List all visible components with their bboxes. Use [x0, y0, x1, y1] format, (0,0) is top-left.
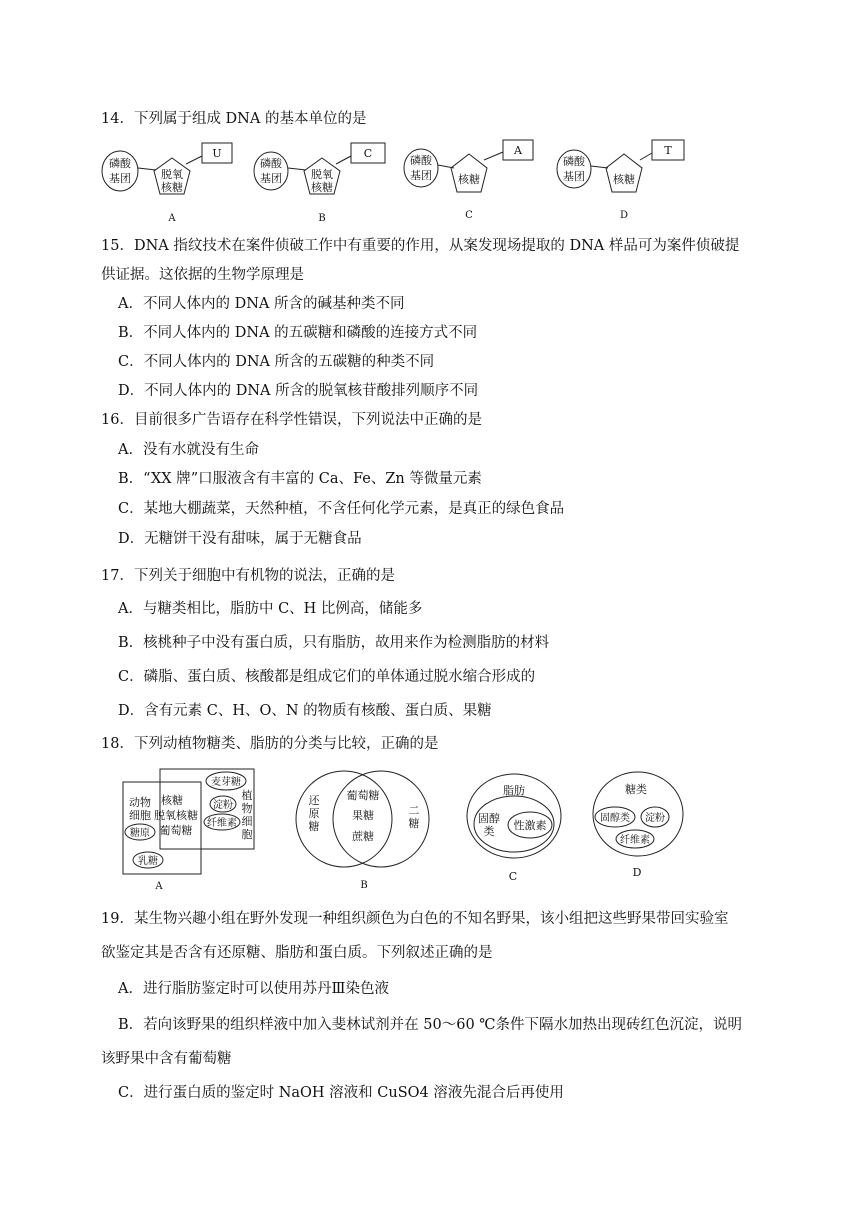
q19-stem-line1: 19．某生物兴趣小组在野外发现一种组织颜色为白色的不知名野果，该小组把这些野果带回实验室 [101, 911, 729, 927]
q19-stem-line2: 欲鉴定其是否含有还原糖、脂肪和蛋白质。下列叙述正确的是 [101, 945, 493, 961]
q15-option-c: C．不同人体内的 DNA 所含的五碳糖的种类不同 [118, 354, 435, 370]
svg-text:还: 还 [308, 794, 320, 807]
svg-text:纤维素: 纤维素 [207, 818, 237, 829]
svg-text:脱氧: 脱氧 [161, 168, 183, 181]
svg-text:C: C [363, 147, 373, 160]
q15-stem-line2: 供证据。这依据的生物学原理是 [101, 267, 304, 283]
nucleotide-option-b [254, 143, 385, 224]
q18-classification-diagrams [118, 762, 758, 892]
svg-text:核糖: 核糖 [161, 794, 183, 807]
svg-text:脂肪: 脂肪 [503, 784, 525, 797]
svg-text:C: C [508, 870, 518, 883]
q15-stem-line1: 15．DNA 指纹技术在案件侦破工作中有重要的作用，从案发现场提取的 DNA 样品可为案件侦破提 [101, 238, 740, 254]
svg-text:B: B [318, 213, 326, 224]
q16-stem: 16．目前很多广告语存在科学性错误，下列说法中正确的是 [101, 412, 482, 428]
svg-text:基团: 基团 [563, 170, 585, 183]
svg-text:淀粉: 淀粉 [213, 800, 233, 811]
q15-option-d: D．不同人体内的 DNA 所含的脱氧核苷酸排列顺序不同 [118, 383, 479, 399]
q18-stem: 18．下列动植物糖类、脂肪的分类与比较，正确的是 [101, 736, 439, 752]
phosphate-label-l1: 磷酸 [109, 157, 131, 170]
svg-text:葡萄糖: 葡萄糖 [346, 789, 380, 802]
q15-option-b: B．不同人体内的 DNA 的五碳糖和磷酸的连接方式不同 [118, 325, 478, 341]
q16-option-c: C．某地大棚蔬菜，天然种植，不含任何化学元素，是真正的绿色食品 [118, 501, 565, 517]
diagram-c [467, 774, 561, 883]
svg-text:类: 类 [483, 825, 495, 838]
svg-text:细胞: 细胞 [129, 809, 151, 822]
svg-text:糖: 糖 [308, 820, 320, 833]
svg-text:二: 二 [408, 804, 420, 817]
svg-text:纤维素: 纤维素 [620, 835, 650, 846]
nucleotide-option-d [557, 140, 684, 221]
diagram-a [123, 769, 254, 892]
svg-text:D: D [619, 210, 629, 221]
svg-text:固醇类: 固醇类 [600, 813, 630, 824]
svg-text:糖类: 糖类 [625, 783, 647, 796]
svg-text:细: 细 [241, 815, 253, 828]
svg-text:核糖: 核糖 [458, 173, 480, 186]
svg-text:果糖: 果糖 [352, 809, 374, 822]
q16-option-a: A．没有水就没有生命 [118, 442, 259, 458]
q16-option-d: D．无糖饼干没有甜味，属于无糖食品 [118, 531, 362, 547]
svg-text:U: U [212, 147, 222, 160]
diagram-d [593, 772, 683, 879]
svg-text:植: 植 [241, 789, 253, 802]
q17-option-d: D．含有元素 C、H、O、N 的物质有核酸、蛋白质、果糖 [118, 703, 492, 719]
svg-text:基团: 基团 [260, 172, 282, 185]
svg-text:物: 物 [241, 802, 253, 815]
svg-text:固醇: 固醇 [478, 812, 500, 825]
q15-option-a: A．不同人体内的 DNA 所含的碱基种类不同 [118, 296, 405, 312]
q17-stem: 17．下列关于细胞中有机物的说法，正确的是 [101, 568, 395, 584]
svg-text:麦芽糖: 麦芽糖 [211, 777, 241, 788]
svg-text:核糖: 核糖 [161, 181, 183, 194]
svg-text:蔗糖: 蔗糖 [352, 830, 374, 843]
svg-text:磷酸: 磷酸 [410, 154, 432, 167]
q19-option-a: A．进行脂肪鉴定时可以使用苏丹Ⅲ染色液 [118, 981, 389, 997]
option-label: A [168, 213, 176, 224]
svg-text:性激素: 性激素 [513, 819, 547, 832]
svg-text:胞: 胞 [241, 828, 253, 841]
svg-text:磷酸: 磷酸 [563, 155, 585, 168]
svg-text:淀粉: 淀粉 [645, 813, 665, 824]
svg-text:乳糖: 乳糖 [138, 856, 158, 867]
glycogen-label: 糖原 [130, 828, 150, 839]
phosphate-label-l2: 基团 [109, 172, 131, 185]
q19-option-b-line1: B．若向该野果的组织样液中加入斐林试剂并在 50～60 ℃条件下隔水加热出现砖红色沉淀，说明 [118, 1017, 742, 1033]
q17-option-b: B．核桃种子中没有蛋白质，只有脂肪，故用来作为检测脂肪的材料 [118, 635, 550, 651]
nucleotide-option-c [404, 140, 533, 221]
nucleotide-option-a [102, 143, 232, 224]
q14-nucleotide-diagrams [96, 138, 716, 230]
svg-text:D: D [632, 866, 642, 879]
svg-text:核糖: 核糖 [613, 173, 635, 186]
svg-text:基团: 基团 [410, 169, 432, 182]
svg-text:B: B [360, 880, 368, 891]
svg-text:脱氧核糖: 脱氧核糖 [154, 809, 198, 822]
svg-text:A: A [155, 881, 163, 892]
svg-text:磷酸: 磷酸 [260, 157, 282, 170]
q16-option-b: B．“XX 牌”口服液含有丰富的 Ca、Fe、Zn 等微量元素 [118, 471, 482, 487]
svg-text:T: T [664, 144, 672, 157]
svg-text:糖: 糖 [408, 817, 420, 830]
q19-option-c: C．进行蛋白质的鉴定时 NaOH 溶液和 CuSO4 溶液先混合后再使用 [118, 1085, 564, 1101]
svg-text:A: A [514, 144, 522, 157]
diagram-b [296, 771, 429, 891]
svg-text:动物: 动物 [129, 796, 151, 809]
svg-text:葡萄糖: 葡萄糖 [159, 824, 193, 837]
q17-option-a: A．与糖类相比，脂肪中 C、H 比例高，储能多 [118, 601, 423, 617]
svg-text:脱氧: 脱氧 [311, 168, 333, 181]
svg-text:C: C [465, 210, 473, 221]
q17-option-c: C．磷脂、蛋白质、核酸都是组成它们的单体通过脱水缩合形成的 [118, 669, 536, 685]
svg-text:核糖: 核糖 [311, 181, 333, 194]
q14-stem: 14．下列属于组成 DNA 的基本单位的是 [101, 111, 367, 127]
svg-text:原: 原 [308, 807, 320, 820]
q19-option-b-line2: 该野果中含有葡萄糖 [101, 1051, 232, 1067]
